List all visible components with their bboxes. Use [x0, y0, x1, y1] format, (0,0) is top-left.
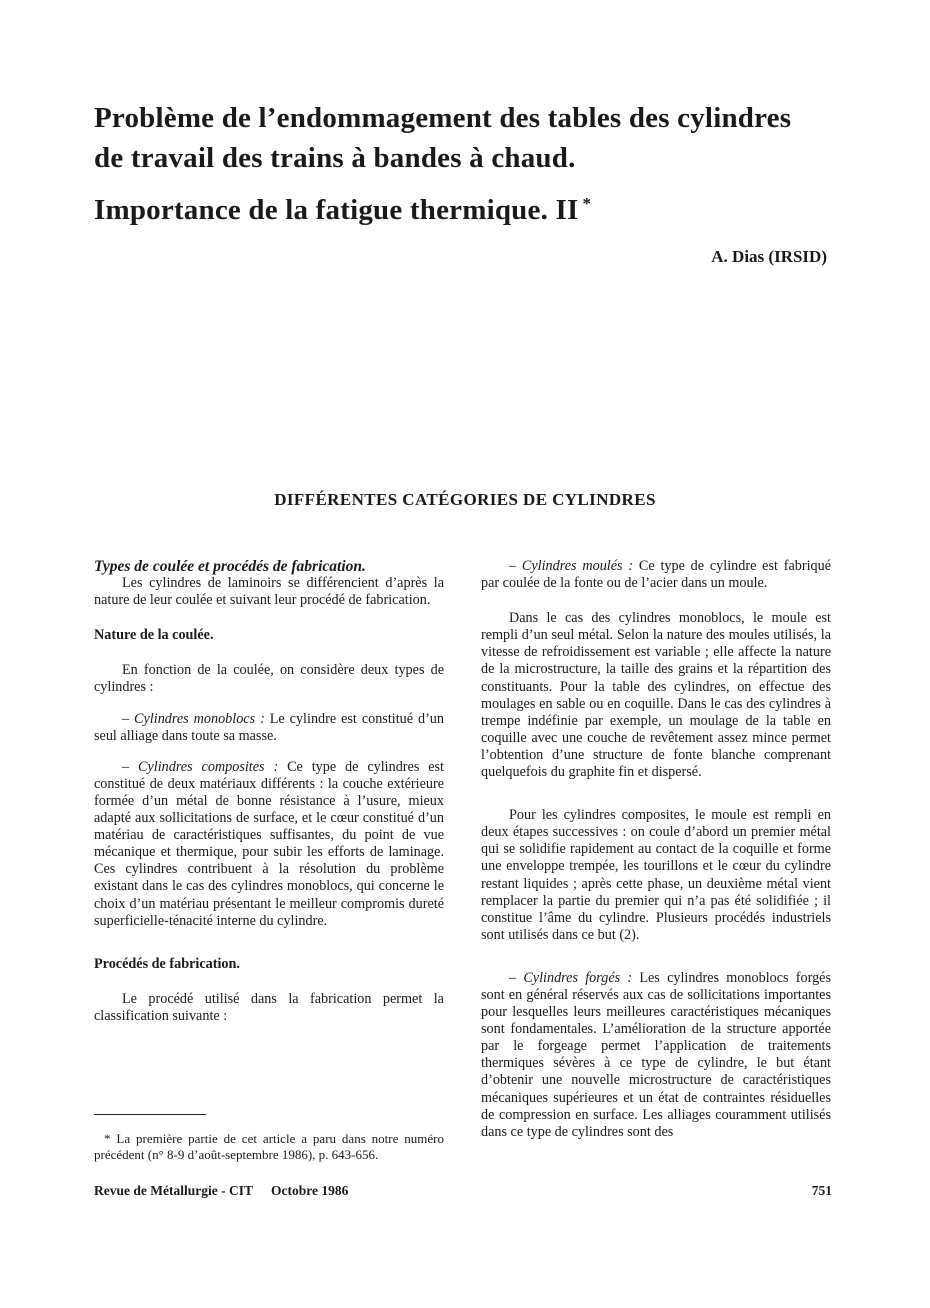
heading-nature-coulee: Nature de la coulée. [94, 627, 214, 644]
forges-label: – Cylindres forgés : [509, 969, 633, 986]
title-line-3-text: Importance de la fatigue thermique. II [94, 194, 579, 226]
left-column [94, 558, 444, 1025]
footnote-divider [94, 1114, 206, 1115]
section-heading: DIFFÉRENTES CATÉGORIES DE CYLINDRES [274, 490, 656, 509]
composites-label: – Cylindres composites : [122, 758, 279, 775]
monoblocs-text: Le cylindre est constitué d’un seul alliage dans toute sa masse. [94, 710, 444, 744]
para-monoblocs-moule: Dans le cas des cylindres monoblocs, le moule est rempli d’un seul métal. Selon la nature des moules utilisés, la vitesse de refroidissement est variable ; elle affecte la nature de la microstructure, la taille des grains et la répartition des constituants. Pour la table des cylindres, on effectue des moulages en sable ou en coquille. Dans le cas des cylindres à trempe indéfinie par exemple, un moulage de la table en coquille avec une couche de revêtement assez mince permet l’obtention d’une structure de fonte blanche comprenant quelquefois du graphite fin et dispersé. [481, 610, 831, 781]
para-moules [481, 558, 831, 592]
title-line-1: Problème de l’endommagement des tables des cylindres [94, 102, 792, 134]
monoblocs-label: – Cylindres monoblocs : [122, 710, 265, 727]
heading-types-coulee: Types de coulée et procédés de fabrication. [94, 558, 366, 575]
footer-journal [94, 1183, 348, 1199]
title-line-2: de travail des trains à bandes à chaud. [94, 142, 576, 174]
title-line-3 [94, 184, 854, 230]
heading-procedes-fabrication: Procédés de fabrication. [94, 955, 240, 972]
para-composites [94, 759, 444, 930]
page-number: 751 [811, 1183, 832, 1198]
title-footnote-marker: * [582, 194, 592, 213]
journal-name: Revue de Métallurgie - CIT [94, 1183, 253, 1198]
right-column [481, 558, 831, 1141]
para-monoblocs [94, 711, 444, 745]
article-title [94, 98, 854, 230]
para-forges [481, 970, 831, 1141]
moules-text: Ce type de cylindre est fabriqué par coulée de la fonte ou de l’acier dans un moule. [481, 558, 831, 592]
composites-text: Ce type de cylindres est constitué de deux matériaux différents : la couche extérieure formée d’un métal de bonne résistance à l’usure, mieux adapté aux sollicitations de surface, et le cœur constitué d’un matériau de caractéristiques suffisantes, du point de vue mécanique et thermique, pour subir les efforts de laminage. Ces cylindres contribuent à la résolution du problème existant dans le cas des cylindres monoblocs, qui concerne le choix d’un matériau présentant le meilleur compromis dureté superficielle-ténacité interne du cylindre. [94, 758, 444, 929]
moules-label: – Cylindres moulés : [509, 558, 634, 574]
author: A. Dias (IRSID) [711, 247, 827, 266]
para-composites-moule: Pour les cylindres composites, le moule est rempli en deux étapes successives : on coule d’abord un premier métal qui se solidifie rapidement au contact de la coquille et forme une enveloppe trempée, les tourillons et le cœur du cylindre restant liquides ; après cette phase, un deuxième métal vient remplacer la partie du premier qui n’a pas été solidifiée ; il constitue l’âme du cylindre. Plusieurs procédés industriels sont utilisés dans ce but (2). [481, 807, 831, 943]
para-intro: Les cylindres de laminoirs se différencient d’après la nature de leur coulée et suivant leur procédé de fabrication. [94, 575, 444, 609]
footnote-text: * La première partie de cet article a paru dans notre numéro précédent (n° 8-9 d’août-septembre 1986), p. 643-656. [94, 1131, 444, 1162]
para-procede: Le procédé utilisé dans la fabrication permet la classification suivante : [94, 990, 444, 1024]
issue-date: Octobre 1986 [270, 1183, 349, 1198]
forges-text: Les cylindres monoblocs forgés sont en général réservés aux cas de sollicitations importantes pour lesquelles leurs meilleures caractéristiques mécaniques sont fondamentales. L’amélioration de la structure apportée par le forgeage permet l’application de traitements thermiques sévères à ce type de cylindre, le but étant d’obtenir une nouvelle microstructure de caractéristiques mécaniques supérieures et un état de contraintes résiduelles de compression en surface. Les alliages couramment utilisés dans ce type de cylindres sont des [481, 969, 831, 1140]
footnote [94, 1131, 444, 1163]
para-fonction: En fonction de la coulée, on considère deux types de cylindres : [94, 662, 444, 696]
